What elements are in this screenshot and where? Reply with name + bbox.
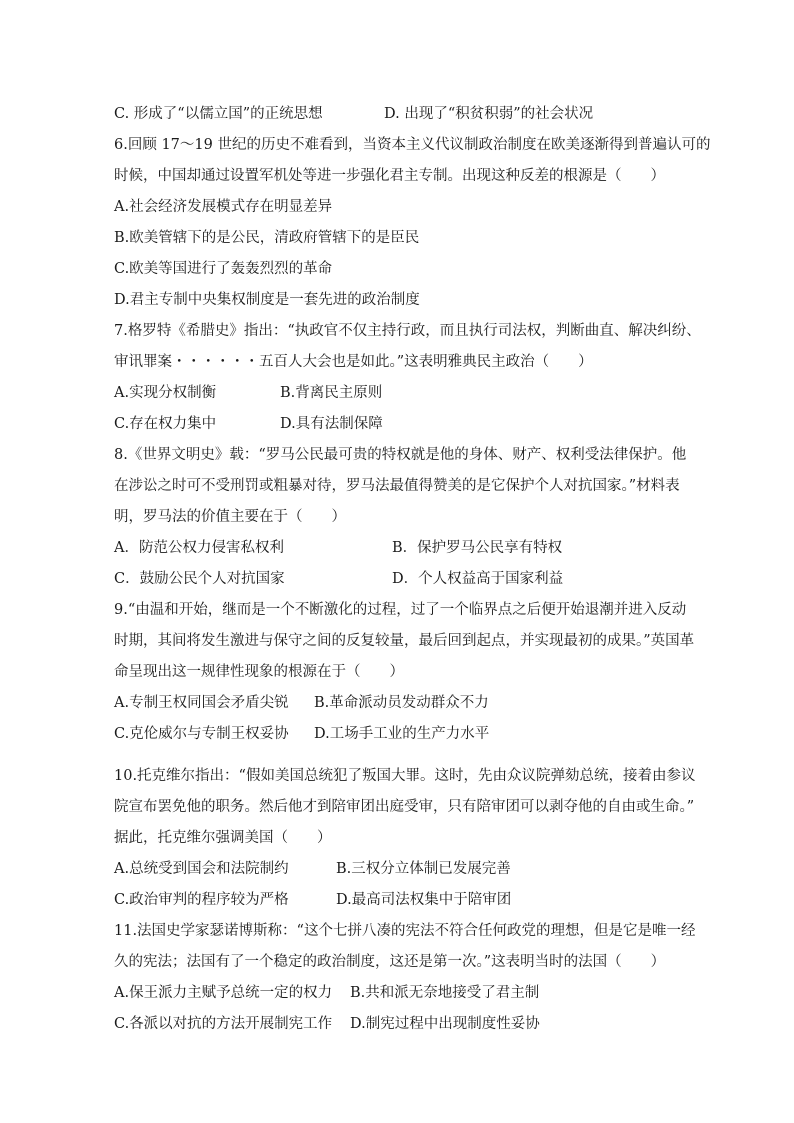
question-stem-line: 在涉讼之时可不受刑罚或粗暴对待，罗马法最值得赞美的是它保护个人对抗国家。”材料表 bbox=[114, 478, 680, 494]
question-stem-line: 久的宪法；法国有了一个稳定的政治制度，这还是第一次。”这表明当时的法国（ ） bbox=[114, 954, 666, 970]
option-a: A．防范公权力侵害私权利 bbox=[114, 540, 284, 556]
option-d: D.制宪过程中出现制度性妥协 bbox=[350, 1016, 540, 1032]
question-stem-line: 8.《世界文明史》载：“罗马公民最可贵的特权就是他的身体、财产、权利受法律保护。他 bbox=[114, 447, 687, 463]
option-d: D．个人权益高于国家利益 bbox=[392, 571, 564, 587]
option-a: A.专制王权同国会矛盾尖锐 bbox=[114, 695, 289, 711]
option-b: B.欧美管辖下的是公民，清政府管辖下的是臣民 bbox=[114, 230, 420, 246]
option-a: A.实现分权制衡 bbox=[114, 385, 217, 401]
question-stem-line: 10.托克维尔指出：“假如美国总统犯了叛国大罪。这时，先由众议院弹劾总统，接着由参议 bbox=[114, 768, 696, 784]
question-stem-line: 11.法国史学家瑟诺博斯称：“这个七拼八凑的宪法不符合任何政党的理想，但是它是唯一经 bbox=[114, 923, 696, 939]
option-d: D.工场手工业的生产力水平 bbox=[314, 726, 490, 742]
option-c: C.各派以对抗的方法开展制宪工作 bbox=[114, 1016, 333, 1032]
question-stem-line: 据此，托克维尔强调美国（ ） bbox=[114, 830, 332, 846]
question-stem-line: 9.“由温和开始，继而是一个不断激化的过程，过了一个临界点之后便开始退潮并进入反动 bbox=[114, 602, 687, 618]
option-a: A.总统受到国会和法院制约 bbox=[114, 861, 289, 877]
question-stem-line: 7.格罗特《希腊史》指出：“执政官不仅主持行政，而且执行司法权，判断曲直、解决纠纷、 bbox=[114, 323, 701, 339]
option-c: C.欧美等国进行了轰轰烈烈的革命 bbox=[114, 261, 333, 277]
question-stem-line: 时期，其间将发生激进与保守之间的反复较量，最后回到起点，并实现最初的成果。”英国革 bbox=[114, 633, 695, 649]
question-stem-line: 审讯罪案・・・・・・五百人大会也是如此。”这表明雅典民主政治（ ） bbox=[114, 354, 593, 370]
question-stem-line: 6.回顾 17～19 世纪的历史不难看到，当资本主义代议制政治制度在欧美逐渐得到普遍认可的 bbox=[114, 137, 711, 153]
option-b: B.三权分立体制已发展完善 bbox=[336, 861, 511, 877]
question-stem-line: 命呈现出这一规律性现象的根源在于（ ） bbox=[114, 664, 404, 680]
option-a: A.保王派力主赋予总统一定的权力 bbox=[114, 985, 333, 1001]
option-b: B.背离民主原则 bbox=[280, 385, 383, 401]
option-c: C．鼓励公民个人对抗国家 bbox=[114, 571, 285, 587]
option-b: B.革命派动员发动群众不力 bbox=[314, 695, 489, 711]
option-d: D. 出现了“积贫积弱”的社会状况 bbox=[384, 106, 594, 122]
question-stem-line: 时候，中国却通过设置军机处等进一步强化君主专制。出现这种反差的根源是（ ） bbox=[114, 168, 665, 184]
option-c: C.克伦威尔与专制王权妥协 bbox=[114, 726, 289, 742]
option-a: A.社会经济发展模式存在明显差异 bbox=[114, 199, 333, 215]
option-b: B．保护罗马公民享有特权 bbox=[392, 540, 563, 556]
option-d: D.最高司法权集中于陪审团 bbox=[336, 892, 512, 908]
option-d: D.君主专制中央集权制度是一套先进的政治制度 bbox=[114, 292, 420, 308]
option-c: C.政治审判的程序较为严格 bbox=[114, 892, 289, 908]
question-stem-line: 明，罗马法的价值主要在于（ ） bbox=[114, 509, 346, 525]
option-d: D.具有法制保障 bbox=[280, 416, 383, 432]
question-stem-line: 院宣布罢免他的职务。然后他才到陪审团出庭受审，只有陪审团可以剥夺他的自由或生命。” bbox=[114, 799, 695, 815]
option-b: B.共和派无奈地接受了君主制 bbox=[350, 985, 540, 1001]
option-c: C.存在权力集中 bbox=[114, 416, 217, 432]
option-c: C. 形成了“以儒立国”的正统思想 bbox=[114, 106, 323, 122]
